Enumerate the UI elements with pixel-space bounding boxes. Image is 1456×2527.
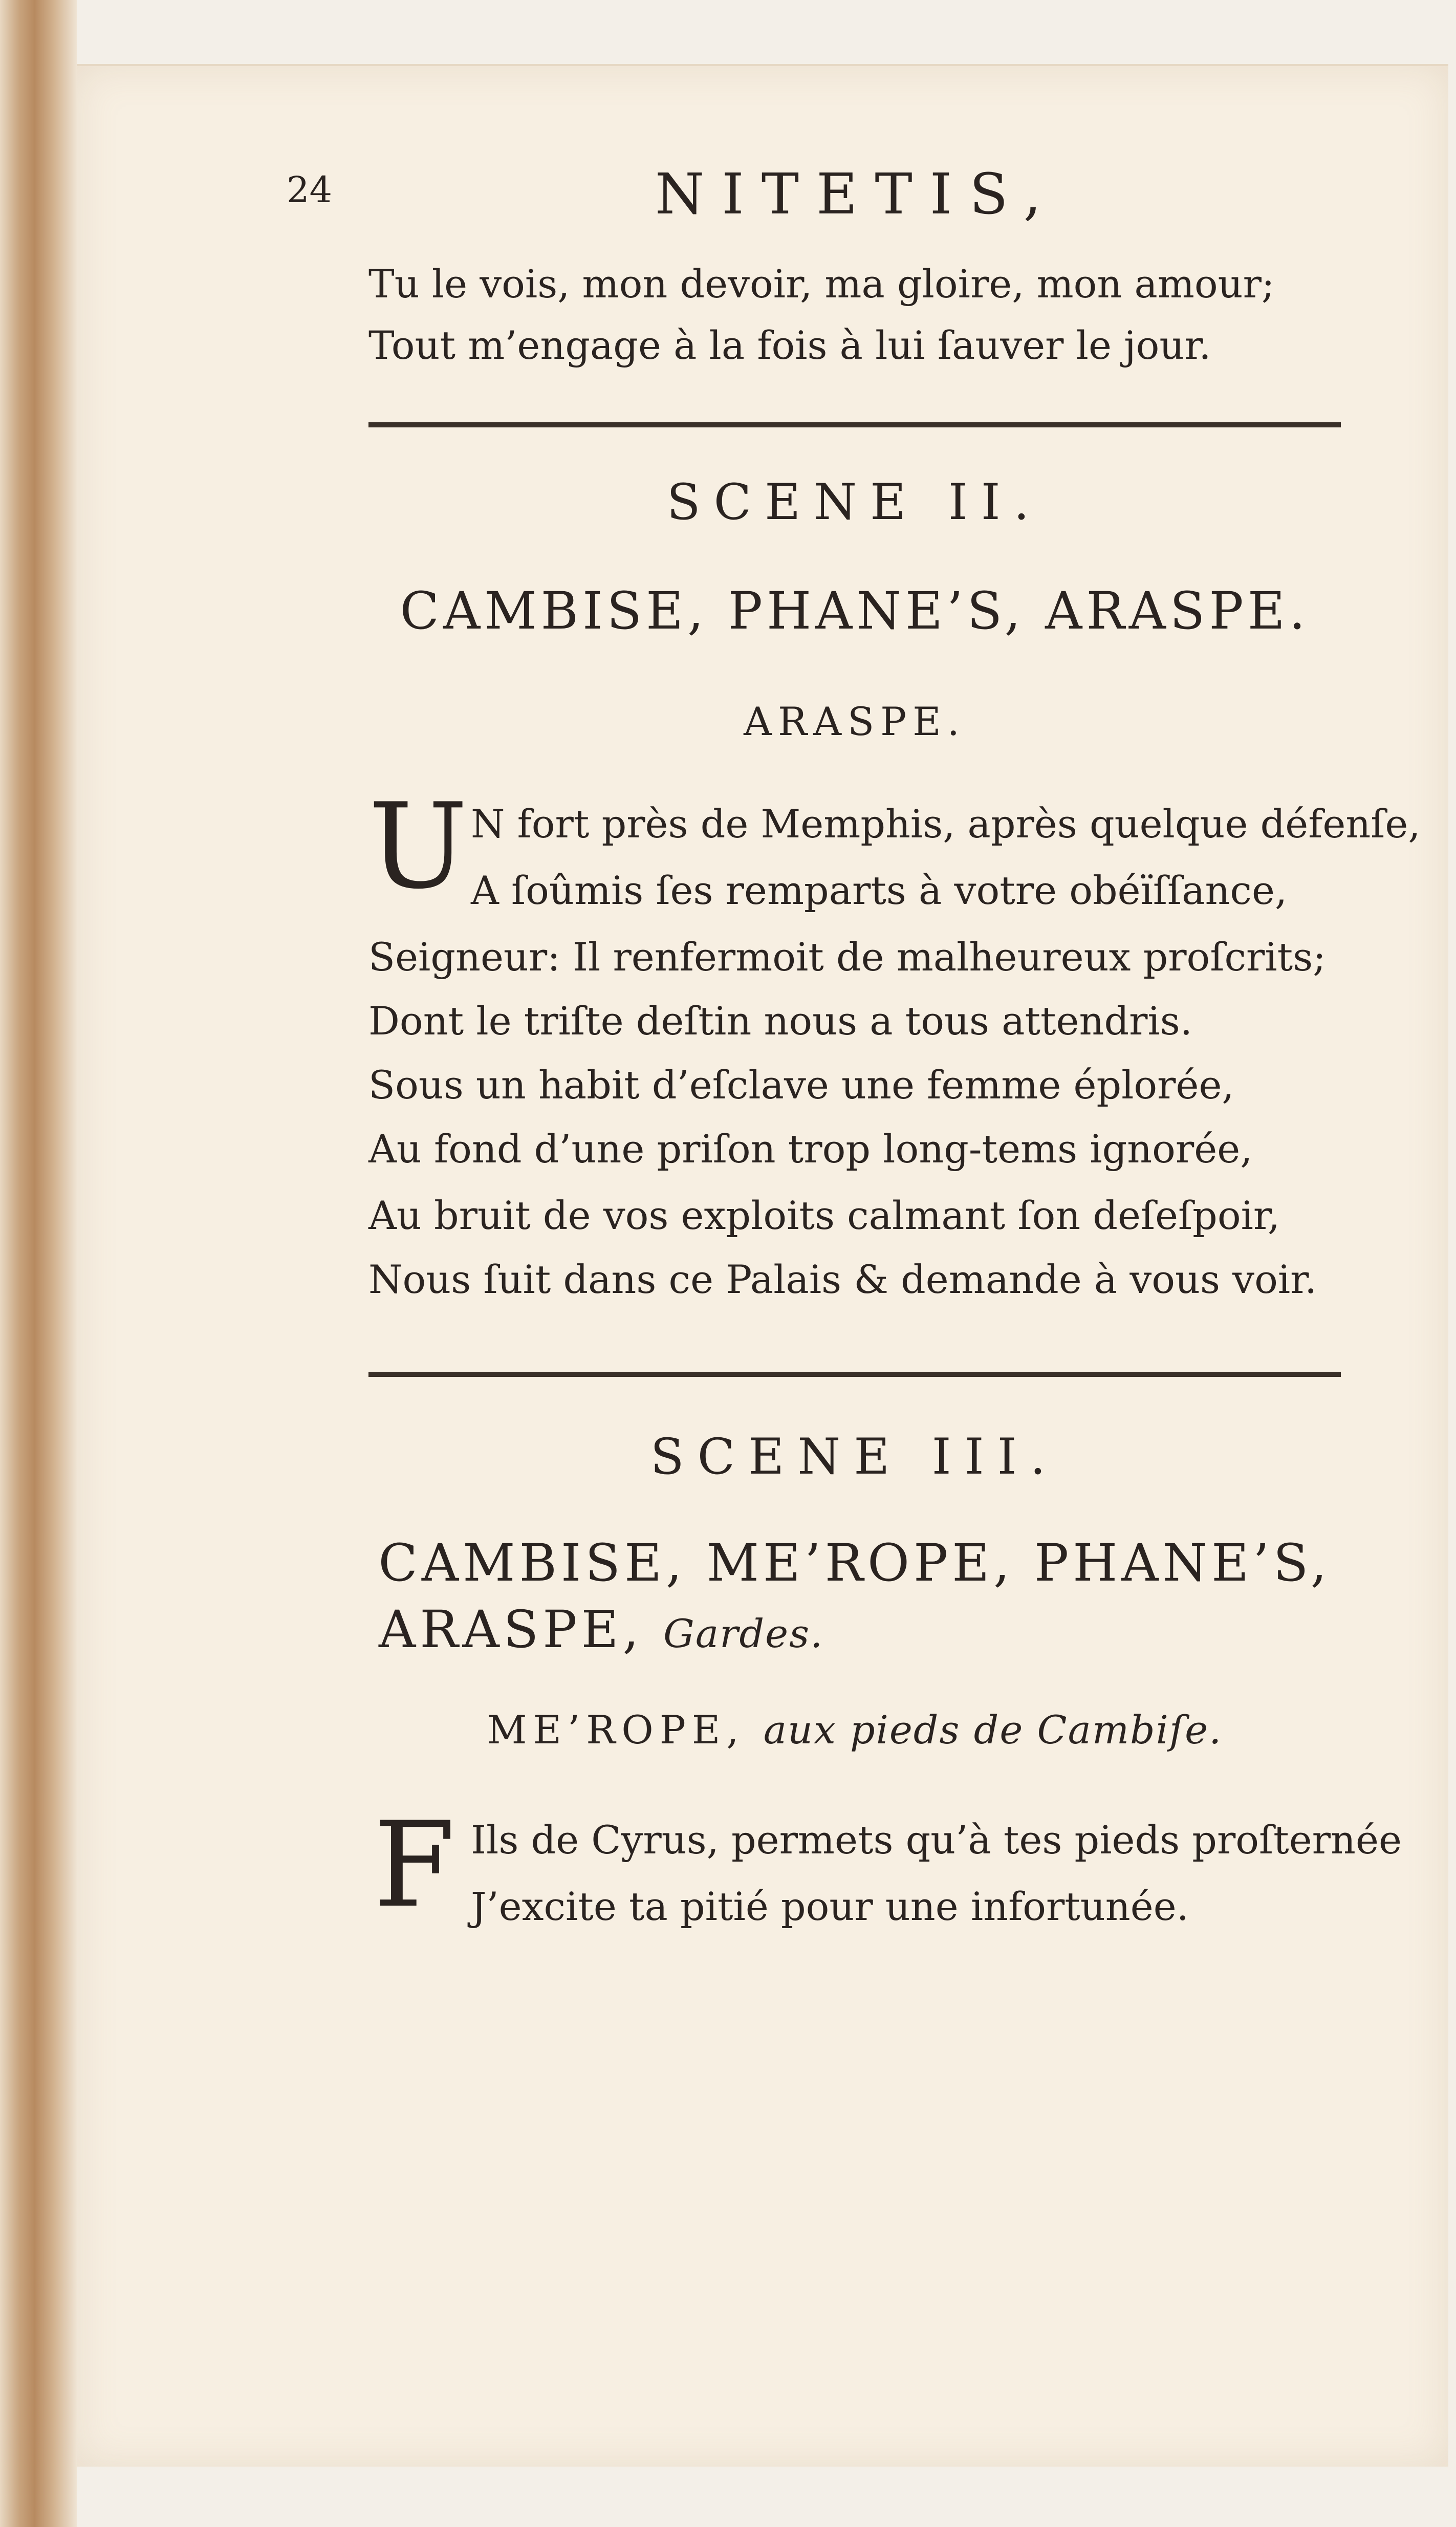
page-number: 24 (287, 169, 333, 211)
verse-line: Au fond d’une priſon trop long-tems ignorée, (368, 1126, 1253, 1172)
verse-line: Sous un habit d’eſclave une femme éplorée, (368, 1062, 1234, 1108)
verse-line: Tu le vois, mon devoir, ma gloire, mon amour; (368, 261, 1275, 307)
verse-line: Nous ſuit dans ce Palais & demande à vous voir. (368, 1257, 1317, 1302)
verse-line: N fort près de Memphis, après quelque défenſe, (471, 801, 1421, 847)
verse-line: A ſoûmis ſes remparts à votre obéïſſance, (471, 868, 1288, 913)
verse-line: Ils de Cyrus, permets qu’à tes pieds proſternée (471, 1817, 1402, 1863)
book-spine (0, 0, 77, 2527)
verse-line: Tout m’engage à la fois à lui ſauver le jour. (368, 322, 1211, 368)
character-list-continued (379, 1600, 1351, 1659)
character-names: ARASPE, (379, 1600, 643, 1659)
scene-heading: SCENE II. (666, 473, 1043, 531)
character-list: CAMBISE, ME’ROPE, PHANE’S, (378, 1533, 1331, 1593)
verse-line: Dont le triſte deſtin nous a tous attendris. (368, 998, 1192, 1044)
speaker-line (368, 1707, 1341, 1753)
stage-direction: aux pieds de Cambiſe. (763, 1707, 1223, 1753)
speaker-name: ARASPE. (744, 699, 966, 744)
section-rule (368, 1372, 1341, 1377)
drop-cap: F (374, 1797, 455, 1934)
section-rule (368, 422, 1341, 427)
page-header (287, 120, 1259, 227)
character-list: CAMBISE, PHANE’S, ARASPE. (400, 581, 1310, 641)
running-title: NITETIS, (655, 161, 1059, 227)
stage-direction: Gardes. (663, 1611, 824, 1656)
speaker-name: ME’ROPE, (487, 1707, 745, 1753)
scene-heading: SCENE III. (650, 1428, 1059, 1485)
verse-line: Au bruit de vos exploits calmant ſon deſeſpoir, (368, 1193, 1280, 1238)
verse-line: J’excite ta pitié pour une infortunée. (471, 1884, 1189, 1929)
drop-cap: U (368, 779, 468, 915)
verse-line: Seigneur: Il renfermoit de malheureux proſcrits; (368, 934, 1326, 980)
